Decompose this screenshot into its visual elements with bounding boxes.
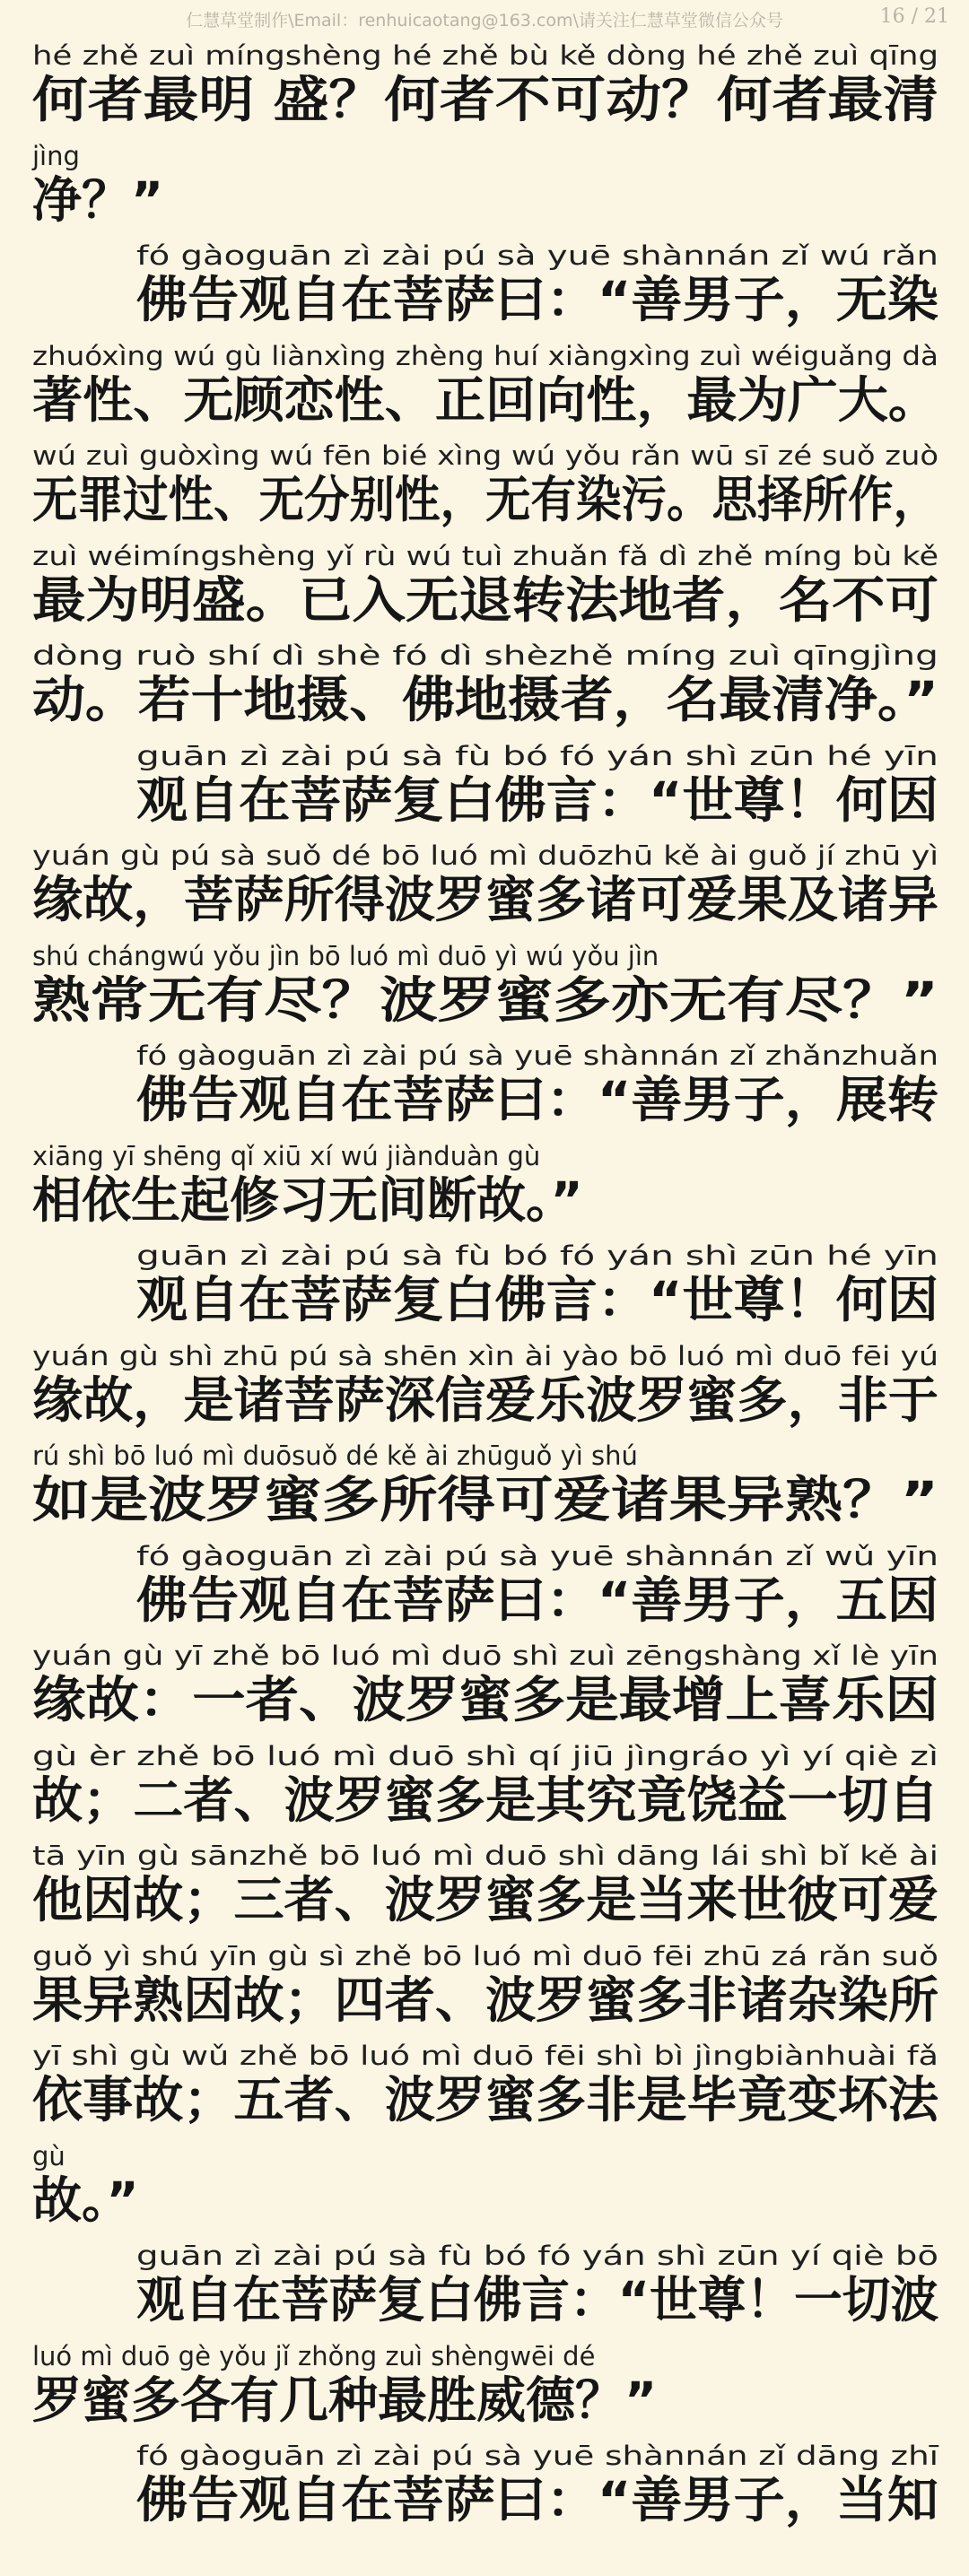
chinese-text: 观自在菩萨复白佛言：“世尊！何因 (136, 1271, 938, 1328)
pinyin-annotation: yuán gù pú sà suǒ dé bō luó mì duōzhū kě ài guǒ jí zhū yì (32, 840, 938, 871)
chinese-text: 佛告观自在菩萨曰：“善男子，无染 (136, 271, 938, 328)
pinyin-annotation: yuán gù yī zhě bō luó mì duō shì zuì zēngshàng xǐ lè yīn (32, 1640, 938, 1671)
chinese-text: 观自在菩萨复白佛言：“世尊！一切波 (136, 2271, 938, 2328)
text-line (0, 1740, 969, 1848)
chinese-text: 著性、无顾恋性、正回向性，最为广大。 (32, 370, 938, 429)
chinese-text: 熟常无有尽？波罗蜜多亦无有尽？” (32, 970, 938, 1029)
pinyin-annotation: jìng (32, 140, 80, 171)
pinyin-annotation: dòng ruò shí dì shè fó dì shèzhě míng zuì qīngjìng (32, 640, 938, 671)
chinese-text: 最为明盛。已入无退转法地者，名不可 (32, 570, 938, 629)
pinyin-annotation: yī shì gù wǔ zhě bō luó mì duō fēi shì bì jìngbiànhuài fǎ (32, 2041, 938, 2071)
pinyin-annotation: zhuóxìng wú gù liànxìng zhèng huí xiàngxìng zuì wéiguǎng dà (32, 340, 938, 371)
chinese-text: 缘故：一者、波罗蜜多是最增上喜乐因 (32, 1671, 938, 1728)
page-header (0, 0, 969, 41)
text-line (0, 1540, 969, 1648)
pinyin-annotation: fó gàoguān zì zài pú sà yuē shànnán zǐ wǔ yīn (136, 1540, 938, 1571)
pinyin-annotation: tā yīn gù sānzhě bō luó mì duō shì dāng lái shì bǐ kě ài (32, 1841, 938, 1871)
text-line (0, 2140, 969, 2248)
text-line (0, 340, 969, 448)
chinese-text: 缘故，是诸菩萨深信爱乐波罗蜜多，非于 (32, 1371, 938, 1429)
chinese-text: 无罪过性、无分别性，无有染污。思择所作， (32, 471, 938, 528)
pinyin-annotation: guān zì zài pú sà fù bó fó yán shì zūn hé yīn (136, 740, 938, 771)
text-line (0, 1040, 969, 1147)
text-line (0, 1640, 969, 1747)
text-line (0, 540, 969, 648)
text-line (0, 1940, 969, 2048)
pinyin-annotation: hé zhě zuì míngshèng hé zhě bù kě dòng hé zhě zuì qīng (32, 40, 938, 71)
chinese-text: 相依生起修习无间断故。” (32, 1171, 583, 1229)
chinese-text: 他因故；三者、波罗蜜多是当来世彼可爱 (32, 1871, 938, 1928)
pinyin-annotation: luó mì duō gè yǒu jǐ zhǒng zuì shèngwēi dé (32, 2340, 596, 2371)
pinyin-annotation: fó gàoguān zì zài pú sà yuē shànnán zǐ dāng zhī (136, 2441, 938, 2471)
text-line (0, 740, 969, 848)
text-line (0, 2040, 969, 2147)
chinese-text: 如是波罗蜜多所得可爱诸果异熟？” (32, 1471, 938, 1528)
pinyin-annotation: fó gàoguān zì zài pú sà yuē shànnán zǐ zhǎnzhuǎn (136, 1040, 938, 1071)
text-line (0, 640, 969, 747)
pinyin-annotation: gù èr zhě bō luó mì duō shì qí jiū jìngráo yì yí qiè zì (32, 1740, 938, 1771)
chinese-text: 佛告观自在菩萨曰：“善男子，展转 (136, 1071, 938, 1128)
text-line (0, 140, 969, 248)
text-line (0, 2340, 969, 2448)
chinese-text: 佛告观自在菩萨曰：“善男子，当知 (136, 2471, 938, 2528)
header-watermark-text: 仁慧草堂制作\Email：renhuicaotang@163.com\请关注仁慧草堂微信公众号 (186, 11, 783, 30)
pinyin-annotation: guān zì zài pú sà fù bó fó yán shì zūn yí qiè bō (136, 2241, 938, 2271)
chinese-text: 罗蜜多各有几种最胜威德？” (32, 2371, 658, 2429)
text-line (0, 940, 969, 1048)
chinese-text: 故；二者、波罗蜜多是其究竟饶益一切自 (32, 1771, 938, 1829)
pinyin-annotation: guān zì zài pú sà fù bó fó yán shì zūn hé yīn (136, 1240, 938, 1271)
chinese-text: 净？” (32, 170, 164, 229)
chinese-text: 缘故，菩萨所得波罗蜜多诸可爱果及诸异 (32, 871, 938, 928)
text-line (0, 2240, 969, 2347)
chinese-text: 佛告观自在菩萨曰：“善男子，五因 (136, 1571, 938, 1629)
chinese-text: 果异熟因故；四者、波罗蜜多非诸杂染所 (32, 1971, 938, 2029)
pinyin-annotation: gù (32, 2140, 65, 2171)
pinyin-annotation: guǒ yì shú yīn gù sì zhě bō luó mì duō fēi zhū zá rǎn suǒ (32, 1940, 938, 1971)
text-line (0, 1440, 969, 1547)
chinese-text: 动。若十地摄、佛地摄者，名最清净。” (32, 671, 938, 728)
text-line (0, 1140, 969, 1248)
pinyin-annotation: shú chángwú yǒu jìn bō luó mì duō yì wú yǒu jìn (32, 940, 659, 971)
pinyin-annotation: wú zuì guòxìng wú fēn bié xìng wú yǒu rǎn wū sī zé suǒ zuò (32, 440, 938, 471)
chinese-text: 故。” (32, 2171, 139, 2229)
pinyin-annotation: rú shì bō luó mì duōsuǒ dé kě ài zhūguǒ yì shú (32, 1440, 638, 1471)
text-line (0, 439, 969, 547)
pinyin-annotation: yuán gù shì zhū pú sà shēn xìn ài yào bō luó mì duō fēi yú (32, 1340, 938, 1371)
chinese-text: 依事故；五者、波罗蜜多非是毕竟变坏法 (32, 2071, 938, 2128)
chinese-text: 观自在菩萨复白佛言：“世尊！何因 (136, 770, 938, 829)
pinyin-annotation: fó gàoguān zì zài pú sà yuē shànnán zǐ wú rǎn (136, 240, 938, 271)
text-line (0, 1340, 969, 1448)
chinese-text: 何者最明 盛？何者不可动？何者最清 (32, 71, 938, 128)
pinyin-annotation: xiāng yī shēng qǐ xiū xí wú jiànduàn gù (32, 1140, 541, 1171)
page-number: 16 / 21 (879, 5, 949, 28)
text-line (0, 239, 969, 347)
text-line (0, 2440, 969, 2547)
pinyin-annotation: zuì wéimíngshèng yǐ rù wú tuì zhuǎn fǎ dì zhě míng bù kě (32, 540, 938, 571)
text-line (0, 840, 969, 947)
text-line (0, 1240, 969, 1347)
text-line (0, 39, 969, 147)
text-line (0, 1840, 969, 1947)
